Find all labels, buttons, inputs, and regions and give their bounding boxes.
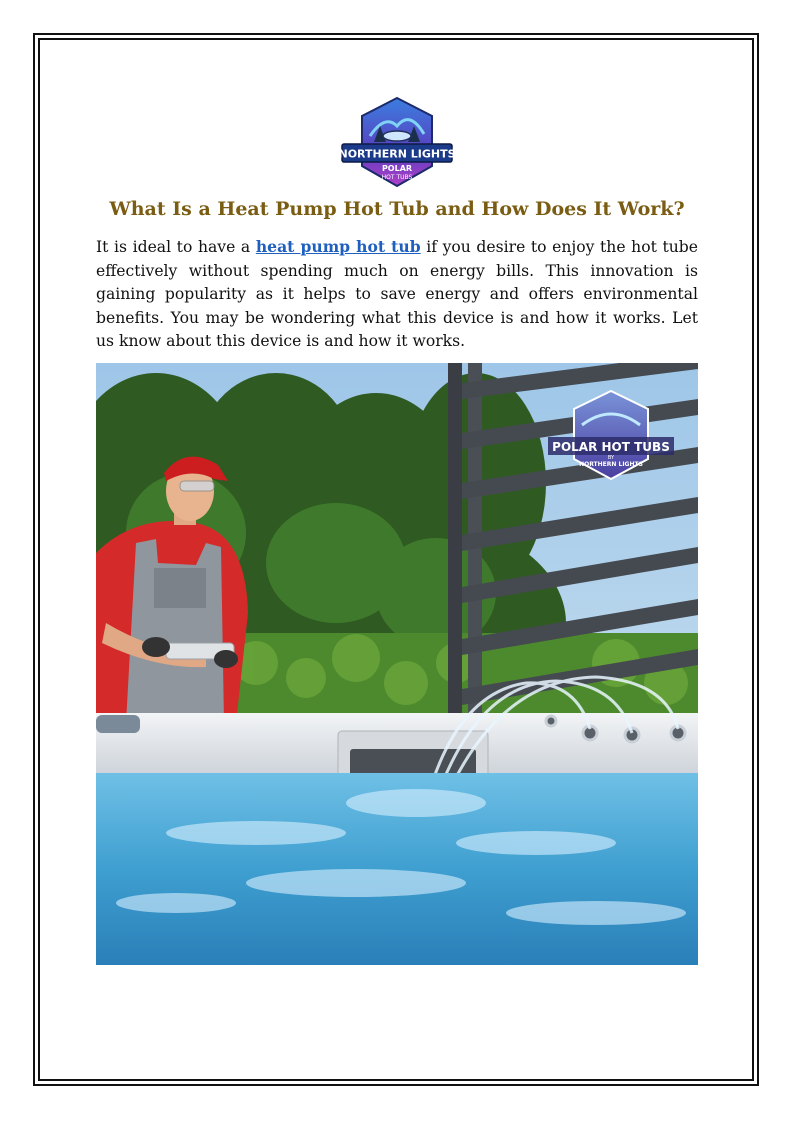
watermark-sub-text: NORTHERN LIGHTS bbox=[579, 461, 643, 468]
northern-lights-logo bbox=[340, 96, 454, 188]
intro-paragraph bbox=[96, 235, 698, 354]
logo-sub2-text: HOT TUBS bbox=[381, 174, 413, 181]
watermark-brand-text: POLAR HOT TUBS bbox=[552, 440, 670, 454]
logo-brand-text: NORTHERN LIGHTS bbox=[340, 147, 454, 161]
intro-text-after: if you desire to enjoy the hot tube effectively without spending much on energy bills. This innovation is gaining popularity as it helps to save energy and offers environmental benefits. You may be wondering what this device is and how it works. Let us know about this device is and how it works. bbox=[96, 238, 698, 350]
intro-text-before: It is ideal to have a bbox=[96, 238, 256, 256]
logo-sub1-text: POLAR bbox=[381, 164, 413, 173]
page-title: What Is a Heat Pump Hot Tub and How Does It Work? bbox=[109, 198, 685, 220]
watermark-by-text: BY bbox=[607, 455, 615, 461]
hot-tub-technician-photo bbox=[96, 363, 698, 965]
heat-pump-hot-tub-link[interactable]: heat pump hot tub bbox=[255, 237, 421, 256]
